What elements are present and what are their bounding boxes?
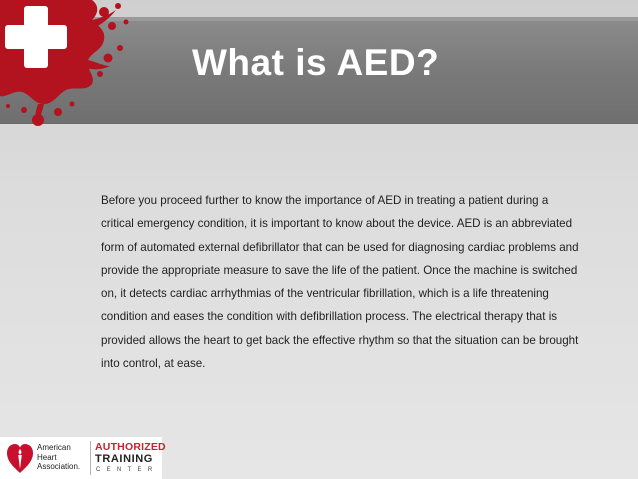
- red-cross-splash-icon: [0, 0, 160, 140]
- aha-training-center-logo: [0, 437, 166, 479]
- aha-name-line2: Heart: [37, 452, 57, 462]
- aha-wordmark: [37, 443, 89, 472]
- badge-authorized: AUTHORIZED: [95, 441, 166, 453]
- badge-center: CENTER: [96, 467, 159, 473]
- logo-divider: [90, 441, 91, 475]
- slide-title: What is AED?: [192, 42, 440, 83]
- heart-torch-logo-icon: [5, 441, 35, 475]
- aha-name-line1: American: [37, 443, 71, 452]
- slide-body-text: Before you proceed further to know the importance of AED in treating a patient during a critical emergency condition, it is important to know about the device. AED is an abbreviated form of automated external defibrillator that can be used for diagnosing cardiac problems and provide the appropriate measure to save the life of the patient. Once the machine is switched on, it detects cardiac arrhythmias of the ventricular fibrillation, which is a life threatening condition and eases the condition with defibrillation process. The electrical therapy that is provided allows the heart to get back the effective rhythm so that the situation can be brought into control, at ease.: [101, 194, 579, 371]
- aha-name-line3: Association.: [37, 462, 81, 471]
- badge-training: TRAINING: [95, 453, 153, 465]
